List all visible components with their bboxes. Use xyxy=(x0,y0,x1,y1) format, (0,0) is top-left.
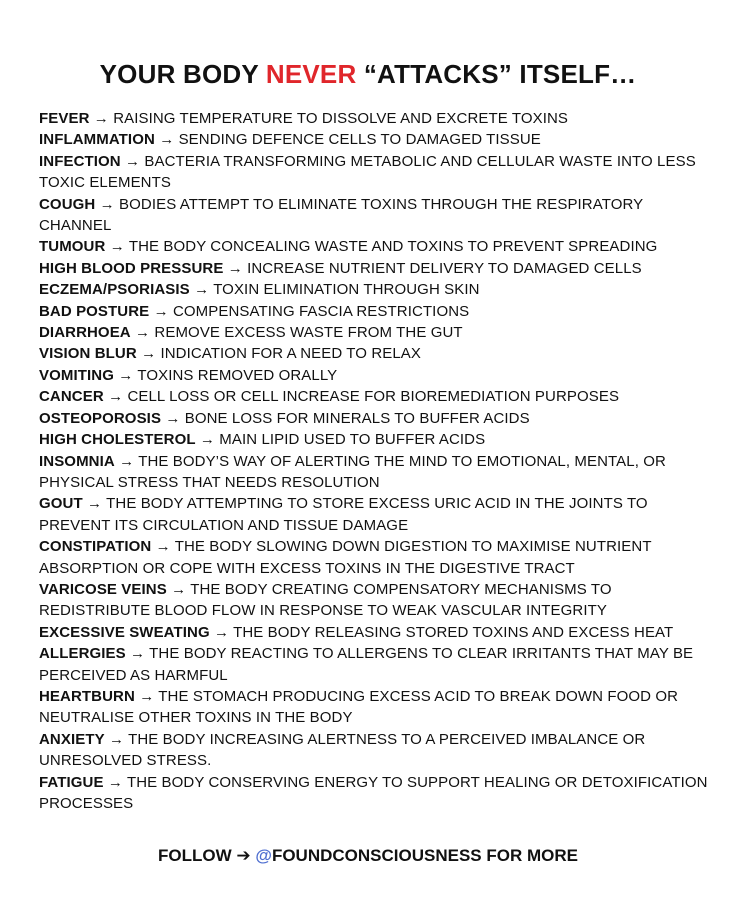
arrow-icon: → xyxy=(107,773,123,791)
item-term: TUMOUR xyxy=(39,238,106,256)
list-item xyxy=(39,643,709,686)
item-term: CANCER xyxy=(39,388,104,406)
item-description: COMPENSATING FASCIA RESTRICTIONS xyxy=(172,302,470,320)
arrow-icon: → xyxy=(227,259,243,277)
at-symbol: @ xyxy=(255,846,272,865)
arrow-icon: → xyxy=(108,388,124,406)
footer-handle[interactable]: FOUNDCONSCIOUSNESS xyxy=(271,846,482,865)
arrow-icon: → xyxy=(109,238,125,256)
item-term: ECZEMA/PSORIASIS xyxy=(39,281,190,299)
item-description: INCREASE NUTRIENT DELIVERY TO DAMAGED CELLS xyxy=(247,259,642,277)
item-term: VARICOSE VEINS xyxy=(39,580,167,598)
title-highlight: NEVER xyxy=(265,59,357,90)
item-term: EXCESSIVE SWEATING xyxy=(39,623,210,641)
list-item xyxy=(39,686,709,729)
item-term: FEVER xyxy=(39,110,90,127)
list-item xyxy=(39,536,709,579)
item-description: THE BODY CREATING COMPENSATORY MECHANISMS TO REDISTRIBUTE BLOOD FLOW IN RESPONSE TO WEAK VASCULAR INTEGRITY xyxy=(39,580,612,620)
item-term: ANXIETY xyxy=(39,730,105,748)
title-before: YOUR BODY xyxy=(99,59,266,90)
item-description: TOXINS REMOVED ORALLY xyxy=(137,366,338,384)
item-description: RAISING TEMPERATURE TO DISSOLVE AND EXCRETE TOXINS xyxy=(113,110,569,127)
item-description: THE STOMACH PRODUCING EXCESS ACID TO BREAK DOWN FOOD OR NEUTRALISE OTHER TOXINS IN THE BODY xyxy=(39,687,679,727)
list-item xyxy=(39,365,709,386)
arrow-icon: → xyxy=(214,623,230,641)
item-term: INSOMNIA xyxy=(39,452,115,470)
item-description: CELL LOSS OR CELL INCREASE FOR BIOREMEDIATION PURPOSES xyxy=(127,388,620,406)
arrow-icon: → xyxy=(87,495,103,513)
item-description: BACTERIA TRANSFORMING METABOLIC AND CELLULAR WASTE INTO LESS TOXIC ELEMENTS xyxy=(39,152,696,192)
item-term: COUGH xyxy=(39,195,96,213)
list-item xyxy=(39,301,709,322)
item-description: MAIN LIPID USED TO BUFFER ACIDS xyxy=(219,431,486,449)
list-item xyxy=(39,236,709,257)
item-term: INFECTION xyxy=(39,152,121,170)
list-item xyxy=(39,429,709,450)
list-item xyxy=(39,451,709,494)
arrow-icon: → xyxy=(194,281,210,299)
item-term: BAD POSTURE xyxy=(39,302,150,320)
item-term: HEARTBURN xyxy=(39,687,135,705)
arrow-icon: → xyxy=(165,409,181,427)
item-term: HIGH BLOOD PRESSURE xyxy=(39,259,224,277)
footer-cta xyxy=(0,846,736,866)
item-description: THE BODY INCREASING ALERTNESS TO A PERCEIVED IMBALANCE OR UNRESOLVED STRESS. xyxy=(39,730,646,770)
list-item xyxy=(39,322,709,343)
arrow-icon: → xyxy=(119,452,135,470)
item-term: HIGH CHOLESTEROL xyxy=(39,431,196,449)
item-term: CONSTIPATION xyxy=(39,538,152,556)
arrow-icon: → xyxy=(130,645,146,663)
list-item xyxy=(39,386,709,407)
footer-prefix: FOLLOW ➔ xyxy=(158,846,256,865)
arrow-icon: → xyxy=(141,345,157,363)
arrow-icon: → xyxy=(159,131,175,149)
arrow-icon: → xyxy=(99,195,115,213)
list-item xyxy=(39,408,709,429)
item-term: ALLERGIES xyxy=(39,645,126,663)
arrow-icon: → xyxy=(153,302,169,320)
arrow-icon: → xyxy=(135,324,151,342)
list-item xyxy=(39,194,709,237)
item-description: THE BODY REACTING TO ALLERGENS TO CLEAR IRRITANTS THAT MAY BE PERCEIVED AS HARMFUL xyxy=(39,645,694,684)
list-item xyxy=(39,129,709,150)
arrow-icon: → xyxy=(109,730,125,748)
item-description: REMOVE EXCESS WASTE FROM THE GUT xyxy=(154,324,463,342)
list-item xyxy=(39,343,709,364)
item-description: INDICATION FOR A NEED TO RELAX xyxy=(160,345,422,363)
item-description: THE BODY CONCEALING WASTE AND TOXINS TO PREVENT SPREADING xyxy=(128,238,658,256)
title-after: “ATTACKS” ITSELF… xyxy=(356,59,637,90)
item-term: VISION BLUR xyxy=(39,345,137,363)
item-description: BODIES ATTEMPT TO ELIMINATE TOXINS THROUGH THE RESPIRATORY CHANNEL xyxy=(39,195,643,235)
arrow-icon: → xyxy=(171,580,187,598)
item-term: DIARRHOEA xyxy=(39,324,131,342)
item-term: OSTEOPOROSIS xyxy=(39,409,162,427)
list-item xyxy=(39,579,709,622)
item-term: INFLAMMATION xyxy=(39,131,155,149)
list-item xyxy=(39,258,709,279)
page-title xyxy=(0,59,736,90)
arrow-icon: → xyxy=(199,431,215,449)
list-item xyxy=(39,493,709,536)
footer-suffix: FOR MORE xyxy=(481,846,578,865)
item-description: BONE LOSS FOR MINERALS TO BUFFER ACIDS xyxy=(184,409,530,427)
list-item xyxy=(39,622,709,643)
item-description: THE BODY CONSERVING ENERGY TO SUPPORT HEALING OR DETOXIFICATION PROCESSES xyxy=(39,773,708,812)
item-description: THE BODY RELEASING STORED TOXINS AND EXCESS HEAT xyxy=(233,623,674,641)
item-term: FATIGUE xyxy=(39,773,104,791)
list-item xyxy=(39,151,709,194)
arrow-icon: → xyxy=(139,687,155,705)
arrow-icon: → xyxy=(125,152,141,170)
item-term: VOMITING xyxy=(39,366,114,384)
list-item xyxy=(39,279,709,300)
list-item xyxy=(39,108,709,129)
arrow-icon: → xyxy=(155,538,171,556)
symptom-list xyxy=(39,108,709,814)
list-item xyxy=(39,772,709,815)
item-description: THE BODY’S WAY OF ALERTING THE MIND TO EMOTIONAL, MENTAL, OR PHYSICAL STRESS THAT NEEDS RESOLUTION xyxy=(39,452,666,491)
arrow-icon: → xyxy=(118,366,134,384)
item-description: SENDING DEFENCE CELLS TO DAMAGED TISSUE xyxy=(178,131,541,149)
arrow-icon: → xyxy=(93,110,109,127)
list-item xyxy=(39,729,709,772)
item-description: THE BODY ATTEMPTING TO STORE EXCESS URIC ACID IN THE JOINTS TO PREVENT ITS CIRCULATION AND TISSUE DAMAGE xyxy=(39,495,648,534)
item-description: THE BODY SLOWING DOWN DIGESTION TO MAXIMISE NUTRIENT ABSORPTION OR COPE WITH EXCESS TOXINS IN THE DIGESTIVE TRACT xyxy=(39,538,652,577)
item-description: TOXIN ELIMINATION THROUGH SKIN xyxy=(213,281,480,299)
item-term: GOUT xyxy=(39,495,83,513)
